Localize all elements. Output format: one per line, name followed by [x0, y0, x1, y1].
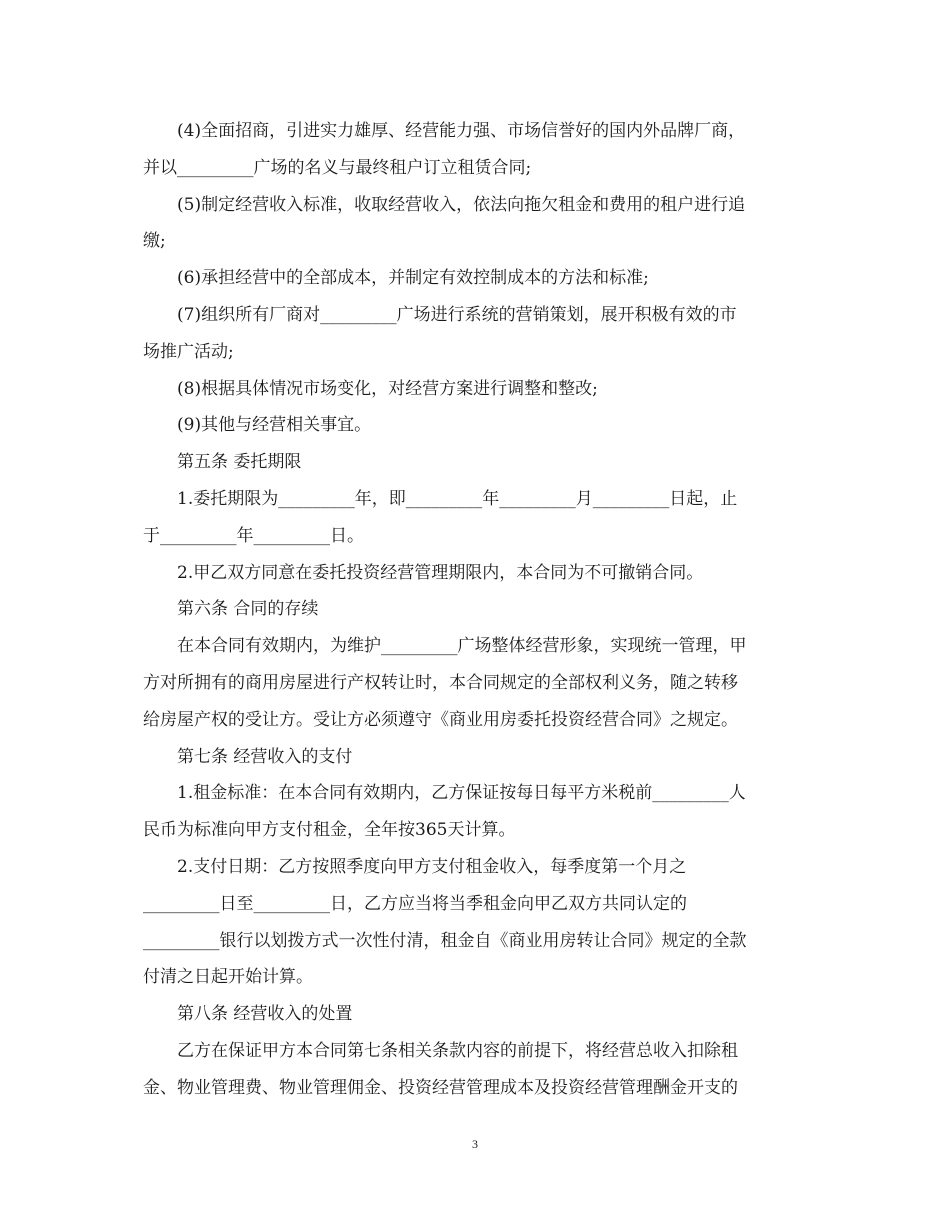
text-line-2: 并以_________广场的名义与最终租户订立租赁合同;	[143, 157, 532, 178]
text-line-19: 1.租金标准：在本合同有效期内，乙方保证按每日每平方米税前_________人	[177, 783, 746, 804]
section-heading-5: 第五条 委托期限	[177, 452, 302, 473]
page-number: 3	[472, 1137, 478, 1151]
section-heading-8: 第八条 经营收入的处置	[177, 1004, 353, 1025]
text-line-27: 金、物业管理费、物业管理佣金、投资经营管理成本及投资经营管理酬金开支的	[143, 1077, 738, 1098]
text-line-26: 乙方在保证甲方本合同第七条相关条款内容的前提下，将经营总收入扣除租	[177, 1040, 738, 1061]
text-line-16: 方对所拥有的商用房屋进行产权转让时，本合同规定的全部权利义务，随之转移	[143, 672, 738, 693]
text-line-15: 在本合同有效期内，为维护_________广场整体经营形象，实现统一管理，甲	[177, 636, 747, 657]
text-line-12: 于_________年_________日。	[143, 525, 364, 546]
document-body	[143, 113, 808, 1107]
text-line-24: 付清之日起开始计算。	[143, 967, 313, 988]
text-line-13: 2.甲乙双方同意在委托投资经营管理期限内，本合同为不可撤销合同。	[177, 562, 704, 583]
text-line-7: 场推广活动;	[143, 341, 234, 362]
section-heading-7: 第七条 经营收入的支付	[177, 746, 353, 767]
text-line-20: 民币为标准向甲方支付租金，全年按365天计算。	[143, 820, 516, 841]
text-line-11: 1.委托期限为_________年，即_________年_________月_________日起，止	[177, 488, 738, 509]
text-line-8: (8)根据具体情况市场变化，对经营方案进行调整和整改;	[177, 378, 598, 399]
text-line-23: _________银行以划拨方式一次性付清，租金自《商业用房转让合同》规定的全款	[143, 930, 747, 951]
text-line-3: (5)制定经营收入标准，收取经营收入，依法向拖欠租金和费用的租户进行追	[177, 194, 746, 215]
text-line-4: 缴;	[143, 231, 166, 252]
text-line-22: _________日至_________日，乙方应当将当季租金向甲乙双方共同认定的	[143, 893, 687, 914]
text-line-9: (9)其他与经营相关事宜。	[177, 415, 372, 436]
text-line-5: (6)承担经营中的全部成本，并制定有效控制成本的方法和标准;	[177, 268, 649, 289]
text-line-17: 给房屋产权的受让方。受让方必须遵守《商业用房委托投资经营合同》之规定。	[143, 709, 738, 730]
text-line-1: (4)全面招商，引进实力雄厚、经营能力强、市场信誉好的国内外品牌厂商，	[177, 121, 746, 141]
section-heading-6: 第六条 合同的存续	[177, 599, 319, 620]
text-line-21: 2.支付日期：乙方按照季度向甲方支付租金收入，每季度第一个月之	[177, 856, 687, 877]
text-line-6: (7)组织所有厂商对_________广场进行系统的营销策划，展开积极有效的市	[177, 304, 737, 325]
